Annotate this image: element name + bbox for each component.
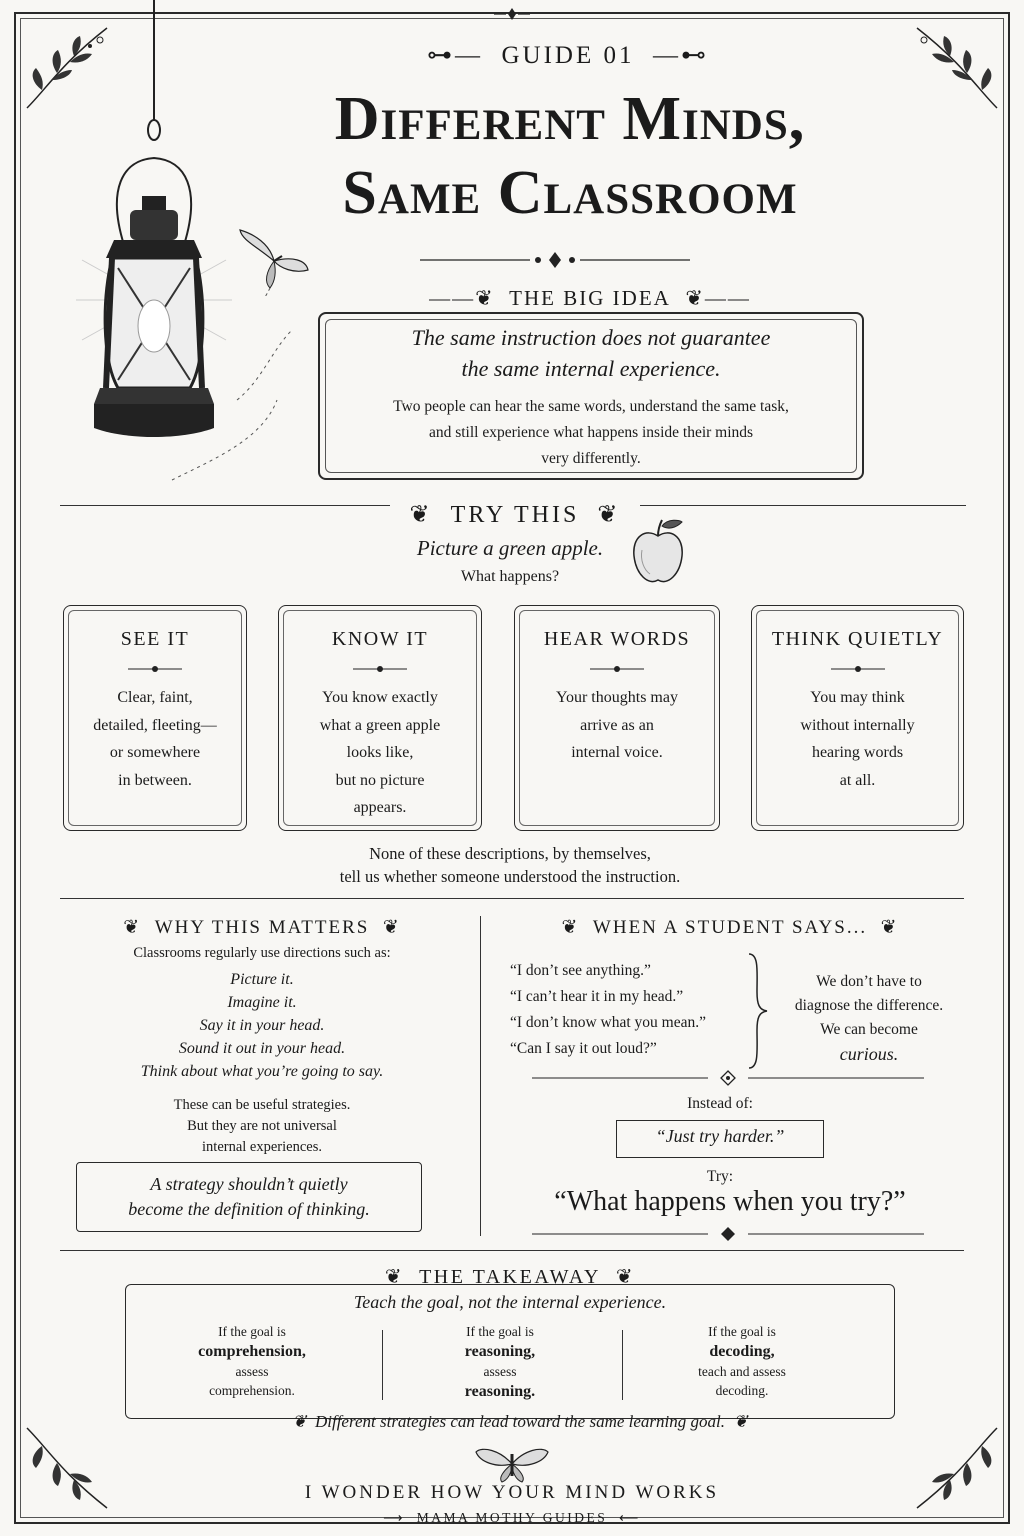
- card-title: SEE IT: [120, 628, 190, 650]
- brace-icon: [745, 952, 769, 1070]
- why-callout-line: become the definition of thinking.: [128, 1199, 370, 1219]
- takeaway-footer-text: Different strategies can lead toward the same learning goal.: [314, 1412, 725, 1431]
- card-body: [527, 684, 707, 767]
- sprig-icon: ❦: [409, 502, 451, 528]
- instead-quote: “Just try harder.”: [655, 1126, 785, 1146]
- list-item: “Can I say it out loud?”: [510, 1040, 657, 1057]
- divider-ornament: [532, 1070, 924, 1086]
- list-item: Think about what you’re going to say.: [140, 1063, 384, 1080]
- card-line: detailed, fleeting—: [93, 716, 217, 734]
- big-idea-title: THE BIG IDEA: [509, 286, 671, 310]
- card-see-it: [63, 605, 247, 831]
- card-line: appears.: [353, 799, 407, 816]
- brand-name: MAMA MOTHY GUIDES: [416, 1510, 608, 1525]
- divider: [640, 505, 966, 506]
- takeaway-title: THE TAKEAWAY: [419, 1266, 601, 1288]
- why-note-line: But they are not universal: [187, 1118, 337, 1134]
- big-idea-body-line: very differently.: [541, 450, 641, 467]
- title-line-2: Same Classroom: [342, 159, 798, 227]
- why-note-line: These can be useful strategies.: [173, 1097, 351, 1113]
- why-intro: Classrooms regularly use directions such as:: [133, 945, 391, 961]
- divider: [60, 898, 964, 899]
- top-ornament-icon: [492, 6, 532, 22]
- card-line: but no picture: [335, 771, 425, 789]
- when-title: WHEN A STUDENT SAYS...: [592, 917, 868, 938]
- cards-note-line: None of these descriptions, by themselves,: [369, 844, 651, 863]
- takeaway-goal: decoding,: [709, 1343, 775, 1360]
- big-idea-heading: [320, 286, 860, 311]
- arrow-icon: ⟵: [607, 1510, 641, 1525]
- column-divider: [480, 916, 481, 1236]
- big-idea-lead-line: The same instruction does not guarantee: [411, 325, 771, 350]
- takeaway-column-decoding: [622, 1322, 862, 1400]
- big-idea-body-line: Two people can hear the same words, understand the same task,: [393, 398, 789, 415]
- list-item: Picture it.: [230, 971, 294, 988]
- card-line: arrive as an: [580, 716, 654, 734]
- guide-label: [380, 40, 756, 70]
- takeaway-pre: If the goal is: [708, 1324, 776, 1339]
- takeaway-column-comprehension: [132, 1322, 372, 1400]
- moth-icon: [474, 1444, 550, 1484]
- takeaway-column-reasoning: [380, 1322, 620, 1402]
- directions-list: [62, 968, 462, 1083]
- student-quotes: [510, 958, 740, 1062]
- try-quote: “What happens when you try?”: [554, 1186, 906, 1217]
- list-item: “I don’t see anything.”: [510, 962, 651, 979]
- vine-icon: [22, 1418, 122, 1518]
- card-know-it: [278, 605, 482, 831]
- sprig-icon: ❦: [369, 917, 401, 938]
- takeaway-pre: If the goal is: [466, 1324, 534, 1339]
- list-item: Say it in your head.: [199, 1017, 325, 1034]
- card-line: Clear, faint,: [117, 689, 193, 706]
- sprig-icon: ❦: [561, 917, 593, 938]
- response-emphasis: curious.: [839, 1044, 899, 1064]
- card-hear-words: [514, 605, 720, 831]
- footer-tagline: I WONDER HOW YOUR MIND WORKS: [304, 1482, 720, 1503]
- big-idea-body: [330, 394, 852, 472]
- card-body: [76, 684, 234, 794]
- card-line: Your thoughts may: [556, 689, 678, 706]
- card-title: HEAR WORDS: [543, 628, 691, 650]
- takeaway-footer: [230, 1412, 810, 1432]
- divider: [60, 505, 390, 506]
- vine-icon: [902, 1418, 1002, 1518]
- takeaway-action: assess: [483, 1364, 517, 1379]
- big-idea-lead: [330, 322, 852, 384]
- card-body: [764, 684, 951, 794]
- sprig-icon: ❦: [292, 1412, 315, 1431]
- why-note: [62, 1095, 462, 1158]
- why-title: WHY THIS MATTERS: [154, 917, 370, 938]
- try-this-title: TRY THIS: [450, 502, 580, 528]
- sprig-icon: ——❦: [429, 286, 510, 310]
- list-item: “I don’t know what you mean.”: [510, 1014, 706, 1031]
- response-line: We don’t have to: [816, 973, 922, 990]
- butterfly-icon: [236, 226, 312, 296]
- guide-label-ornament-right: —⊷: [634, 42, 709, 69]
- card-divider-ornament: [831, 664, 885, 674]
- try-this-heading: [380, 500, 650, 529]
- takeaway-action: teach and assess: [698, 1364, 786, 1379]
- card-line: or somewhere: [109, 744, 201, 761]
- takeaway-pre: If the goal is: [218, 1324, 286, 1339]
- arrow-icon: ⟶: [383, 1510, 417, 1525]
- sprig-icon: ❦: [384, 1266, 420, 1288]
- why-note-line: internal experiences.: [202, 1139, 322, 1155]
- sprig-icon: ❦: [579, 502, 621, 528]
- card-divider-ornament: [590, 664, 644, 674]
- list-item: “I can’t hear it in my head.”: [510, 988, 684, 1005]
- divider-ornament: [532, 1226, 924, 1242]
- teacher-response: [776, 970, 962, 1066]
- takeaway-target: comprehension.: [209, 1383, 295, 1398]
- instead-label: Instead of:: [687, 1095, 753, 1112]
- card-line: in between.: [118, 771, 192, 789]
- takeaway-action: assess: [235, 1364, 269, 1379]
- list-item: Sound it out in your head.: [178, 1040, 346, 1057]
- sprig-icon: ❦: [867, 917, 899, 938]
- takeaway-goal: reasoning,: [464, 1343, 536, 1360]
- when-heading: [490, 916, 970, 939]
- try-this-prompt: Picture a green apple.: [416, 536, 604, 560]
- sprig-icon: ❦——: [670, 286, 751, 310]
- card-line: without internally: [800, 716, 915, 734]
- why-heading: [62, 916, 462, 939]
- card-body: [291, 684, 469, 822]
- big-idea-lead-line: the same internal experience.: [461, 356, 721, 381]
- title-divider-ornament: [420, 250, 690, 270]
- takeaway-target: reasoning.: [464, 1383, 536, 1400]
- sprig-icon: ❦: [123, 917, 155, 938]
- response-line: We can become: [820, 1021, 918, 1038]
- footer-brand: [340, 1510, 684, 1526]
- page-title: [250, 82, 890, 230]
- apple-icon: [628, 516, 688, 588]
- response-line: diagnose the difference.: [794, 997, 944, 1014]
- try-label: Try:: [706, 1168, 734, 1185]
- card-divider-ornament: [353, 664, 407, 674]
- why-callout-text: [76, 1172, 422, 1222]
- big-idea-body-line: and still experience what happens inside their minds: [428, 424, 754, 441]
- card-line: looks like,: [346, 744, 414, 761]
- guide-number: GUIDE 01: [501, 42, 635, 69]
- sprig-icon: ❦: [725, 1412, 748, 1431]
- takeaway-lead: Teach the goal, not the internal experience.: [353, 1292, 667, 1312]
- list-item: Imagine it.: [227, 994, 297, 1011]
- card-title: KNOW IT: [331, 628, 429, 650]
- cards-note-line: tell us whether someone understood the instruction.: [339, 867, 681, 886]
- takeaway-goal: comprehension,: [198, 1343, 306, 1360]
- cards-note: [250, 842, 770, 888]
- card-think-quietly: [751, 605, 964, 831]
- card-line: what a green apple: [319, 716, 441, 734]
- card-line: at all.: [839, 771, 876, 789]
- vine-icon: [902, 18, 1002, 118]
- divider: [60, 1250, 964, 1251]
- try-this-question: What happens?: [460, 568, 560, 585]
- card-line: You may think: [810, 689, 905, 706]
- card-divider-ornament: [128, 664, 182, 674]
- card-title: THINK QUIETLY: [771, 628, 944, 650]
- why-callout-line: A strategy shouldn’t quietly: [150, 1174, 348, 1194]
- takeaway-target: decoding.: [715, 1383, 769, 1398]
- sprig-icon: ❦: [600, 1266, 636, 1288]
- guide-label-ornament-left: ⊶—: [426, 42, 502, 69]
- card-line: You know exactly: [322, 689, 438, 706]
- title-line-1: Different Minds,: [334, 85, 806, 153]
- card-line: internal voice.: [571, 744, 663, 761]
- card-line: hearing words: [811, 744, 904, 761]
